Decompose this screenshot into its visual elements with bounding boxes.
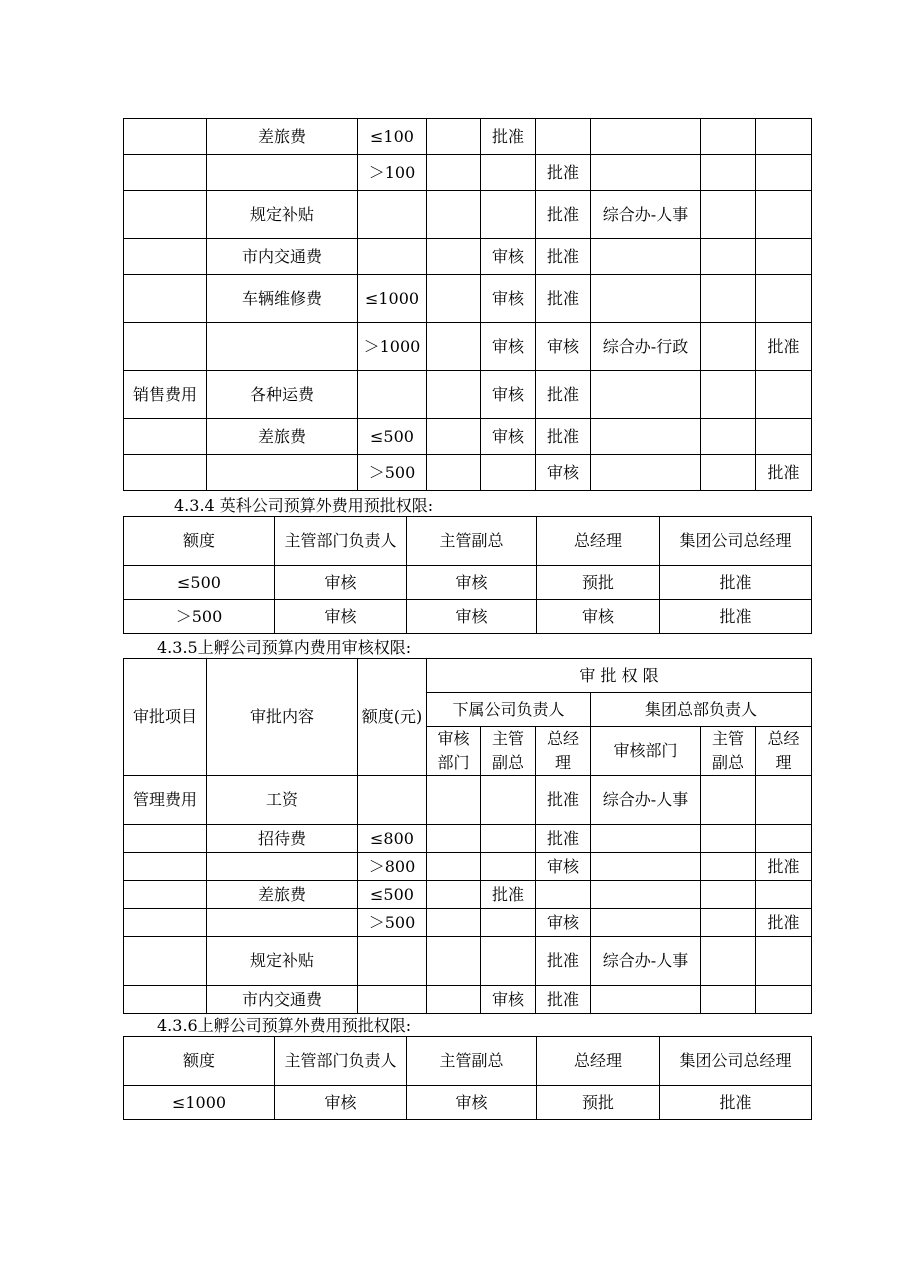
table-row <box>124 419 812 455</box>
table-cell: 审核 <box>536 455 591 491</box>
table-cell <box>481 909 536 937</box>
table-cell <box>427 853 481 881</box>
sub-column-header: 审核部门 <box>427 727 481 776</box>
table-cell <box>124 986 207 1014</box>
table-cell <box>427 323 481 371</box>
sub-column-header: 总经理 <box>536 727 591 776</box>
table-cell: ≤500 <box>358 419 427 455</box>
table-cell: 招待费 <box>207 825 358 853</box>
table-cell <box>756 825 812 853</box>
table-cell: 批准 <box>660 600 812 634</box>
table-row <box>124 455 812 491</box>
header-hq-head: 集团总部负责人 <box>591 693 812 727</box>
table-cell <box>701 881 756 909</box>
table-row <box>124 600 812 634</box>
table-row <box>124 239 812 275</box>
column-header: 主管部门负责人 <box>275 1037 407 1086</box>
column-header: 总经理 <box>537 517 660 566</box>
table-cell <box>756 155 812 191</box>
table-cell: 审核 <box>407 1086 537 1120</box>
budget-approval-table-continued <box>123 118 812 491</box>
table-cell <box>427 937 481 986</box>
table-cell: ＞100 <box>358 155 427 191</box>
table-cell: 各种运费 <box>207 371 358 419</box>
table-cell <box>427 776 481 825</box>
table-cell: ≤500 <box>358 881 427 909</box>
table-cell <box>358 371 427 419</box>
pre-approval-table-yingke <box>123 516 812 634</box>
table-cell <box>701 937 756 986</box>
table-cell <box>207 155 358 191</box>
table-cell: 批准 <box>756 909 812 937</box>
table-cell <box>481 776 536 825</box>
table-cell <box>124 323 207 371</box>
table-cell: 审核 <box>481 275 536 323</box>
table-cell <box>481 155 536 191</box>
table-cell <box>358 776 427 825</box>
table-row <box>124 566 812 600</box>
table-cell: ＞500 <box>358 909 427 937</box>
table-cell: 车辆维修费 <box>207 275 358 323</box>
table-cell: 差旅费 <box>207 881 358 909</box>
sub-column-header: 主管副总 <box>701 727 756 776</box>
table-cell: 销售费用 <box>124 371 207 419</box>
table-cell: 审核 <box>275 566 407 600</box>
table-cell <box>124 881 207 909</box>
section-heading-4-3-5: 4.3.5上孵公司预算内费用审核权限: <box>157 638 412 657</box>
table-cell <box>427 881 481 909</box>
table-cell <box>701 419 756 455</box>
table-cell <box>701 155 756 191</box>
table-row <box>124 825 812 853</box>
table-cell: 批准 <box>536 776 591 825</box>
table-cell: 批准 <box>536 275 591 323</box>
table-cell <box>756 275 812 323</box>
table-cell <box>591 275 701 323</box>
column-header: 主管部门负责人 <box>275 517 407 566</box>
sub-column-header: 总经理 <box>756 727 812 776</box>
table-cell <box>427 986 481 1014</box>
table-cell <box>701 323 756 371</box>
table-cell: ＞500 <box>124 600 275 634</box>
table-cell <box>591 119 701 155</box>
table-cell <box>481 825 536 853</box>
table-cell <box>756 881 812 909</box>
table-cell <box>124 419 207 455</box>
table-cell <box>481 937 536 986</box>
table-cell: 审核 <box>536 853 591 881</box>
table-cell: 审核 <box>481 239 536 275</box>
table-cell: 批准 <box>756 455 812 491</box>
table-cell <box>481 191 536 239</box>
table-cell <box>124 937 207 986</box>
table-row <box>124 155 812 191</box>
table-cell <box>701 119 756 155</box>
table-cell <box>756 119 812 155</box>
table-cell: 市内交通费 <box>207 239 358 275</box>
table-cell <box>701 825 756 853</box>
table-cell: 规定补贴 <box>207 191 358 239</box>
table-cell <box>756 937 812 986</box>
table-cell: 审核 <box>275 1086 407 1120</box>
table-row <box>124 323 812 371</box>
table-cell: 预批 <box>537 1086 660 1120</box>
table-row <box>124 909 812 937</box>
table-cell <box>591 419 701 455</box>
table-row <box>124 937 812 986</box>
table-cell <box>124 119 207 155</box>
table-row <box>124 853 812 881</box>
table-cell <box>207 323 358 371</box>
table-cell: 差旅费 <box>207 119 358 155</box>
table-cell <box>427 275 481 323</box>
table-cell: 批准 <box>536 419 591 455</box>
table-cell <box>701 986 756 1014</box>
table-cell: 综合办-人事 <box>591 937 701 986</box>
table-cell <box>427 909 481 937</box>
column-header: 额度 <box>124 1037 275 1086</box>
table-cell <box>427 239 481 275</box>
table-cell: 预批 <box>537 566 660 600</box>
pre-approval-table-incubator <box>123 1036 812 1120</box>
header-approval-content: 审批内容 <box>207 659 358 776</box>
table-cell: 审核 <box>536 323 591 371</box>
table-cell <box>701 455 756 491</box>
table-cell <box>481 853 536 881</box>
table-cell <box>591 371 701 419</box>
table-cell: ＞800 <box>358 853 427 881</box>
table-cell: 审核 <box>407 600 537 634</box>
header-subsidiary-head: 下属公司负责人 <box>427 693 591 727</box>
table-row <box>124 986 812 1014</box>
table-cell <box>591 853 701 881</box>
table-cell: 审核 <box>275 600 407 634</box>
table-cell: ＞1000 <box>358 323 427 371</box>
table-cell: 批准 <box>536 239 591 275</box>
table-cell <box>701 853 756 881</box>
table-cell <box>124 239 207 275</box>
table-cell <box>207 853 358 881</box>
sub-column-header: 主管副总 <box>481 727 536 776</box>
table-cell <box>701 776 756 825</box>
table-header-row <box>124 517 812 566</box>
table-cell: ≤500 <box>124 566 275 600</box>
table-cell <box>756 776 812 825</box>
table-cell <box>591 455 701 491</box>
table-header-row <box>124 1037 812 1086</box>
section-heading-4-3-6: 4.3.6上孵公司预算外费用预批权限: <box>157 1016 412 1035</box>
table-cell: 审核 <box>537 600 660 634</box>
section-heading-4-3-4: 4.3.4 英科公司预算外费用预批权限: <box>174 496 434 515</box>
table-cell <box>427 191 481 239</box>
table-row <box>124 371 812 419</box>
table-cell: 批准 <box>536 371 591 419</box>
column-header: 集团公司总经理 <box>660 1037 812 1086</box>
table-cell <box>701 909 756 937</box>
table-cell <box>701 371 756 419</box>
table-cell <box>701 239 756 275</box>
table-cell <box>756 239 812 275</box>
table-cell <box>207 455 358 491</box>
table-row <box>124 776 812 825</box>
table-cell: 规定补贴 <box>207 937 358 986</box>
table-cell: 工资 <box>207 776 358 825</box>
budget-approval-table-incubator <box>123 658 812 1014</box>
table-cell: 批准 <box>481 119 536 155</box>
table-cell: 批准 <box>536 825 591 853</box>
table-cell <box>427 371 481 419</box>
column-header: 集团公司总经理 <box>660 517 812 566</box>
table-cell: 市内交通费 <box>207 986 358 1014</box>
table-cell <box>536 881 591 909</box>
column-header: 主管副总 <box>407 1037 537 1086</box>
table-cell <box>427 419 481 455</box>
table-cell <box>124 853 207 881</box>
table-cell <box>591 986 701 1014</box>
table-cell <box>427 119 481 155</box>
table-cell <box>591 881 701 909</box>
table-cell: 审核 <box>407 566 537 600</box>
table-cell: 批准 <box>481 881 536 909</box>
table-row <box>124 1086 812 1120</box>
table-cell: 综合办-人事 <box>591 776 701 825</box>
table-cell: 批准 <box>756 323 812 371</box>
column-header: 额度 <box>124 517 275 566</box>
table-cell <box>124 191 207 239</box>
table-cell <box>591 909 701 937</box>
table-cell: ≤100 <box>358 119 427 155</box>
table-cell <box>124 275 207 323</box>
table-cell <box>358 986 427 1014</box>
table-row <box>124 191 812 239</box>
table-cell <box>124 825 207 853</box>
header-amount: 额度(元) <box>358 659 427 776</box>
table-cell <box>701 275 756 323</box>
table-cell <box>358 937 427 986</box>
table-cell: 审核 <box>481 419 536 455</box>
table-row <box>124 275 812 323</box>
table-cell <box>536 119 591 155</box>
table-cell: ＞500 <box>358 455 427 491</box>
column-header: 总经理 <box>537 1037 660 1086</box>
table-cell <box>756 191 812 239</box>
table-cell <box>591 239 701 275</box>
table-cell: 审核 <box>536 909 591 937</box>
table-cell: 管理费用 <box>124 776 207 825</box>
table-cell <box>427 825 481 853</box>
table-cell <box>427 155 481 191</box>
table-cell <box>591 825 701 853</box>
table-cell <box>481 455 536 491</box>
table-cell: 批准 <box>536 986 591 1014</box>
table-cell: 批准 <box>536 191 591 239</box>
table-cell: 综合办-行政 <box>591 323 701 371</box>
table-row <box>124 881 812 909</box>
table-cell: 批准 <box>660 1086 812 1120</box>
table-cell <box>427 455 481 491</box>
table-cell <box>124 155 207 191</box>
table-cell: 批准 <box>756 853 812 881</box>
table-cell: 审核 <box>481 371 536 419</box>
table-cell <box>358 191 427 239</box>
table-cell: ≤1000 <box>358 275 427 323</box>
sub-column-header: 审核部门 <box>591 727 701 776</box>
table-cell <box>701 191 756 239</box>
table-cell <box>358 239 427 275</box>
table-cell <box>591 155 701 191</box>
table-cell: 审核 <box>481 986 536 1014</box>
table-cell <box>756 986 812 1014</box>
table-cell: 批准 <box>660 566 812 600</box>
header-approval-item: 审批项目 <box>124 659 207 776</box>
table-row <box>124 119 812 155</box>
table-cell: 批准 <box>536 937 591 986</box>
table-cell: ≤800 <box>358 825 427 853</box>
table-cell <box>207 909 358 937</box>
table-cell: 批准 <box>536 155 591 191</box>
table-cell: 综合办-人事 <box>591 191 701 239</box>
header-approval-authority: 审 批 权 限 <box>427 659 812 693</box>
table-cell: 审核 <box>481 323 536 371</box>
table-cell: 差旅费 <box>207 419 358 455</box>
table-cell <box>756 371 812 419</box>
column-header: 主管副总 <box>407 517 537 566</box>
table-cell <box>124 909 207 937</box>
table-cell <box>124 455 207 491</box>
table-cell <box>756 419 812 455</box>
table-cell: ≤1000 <box>124 1086 275 1120</box>
